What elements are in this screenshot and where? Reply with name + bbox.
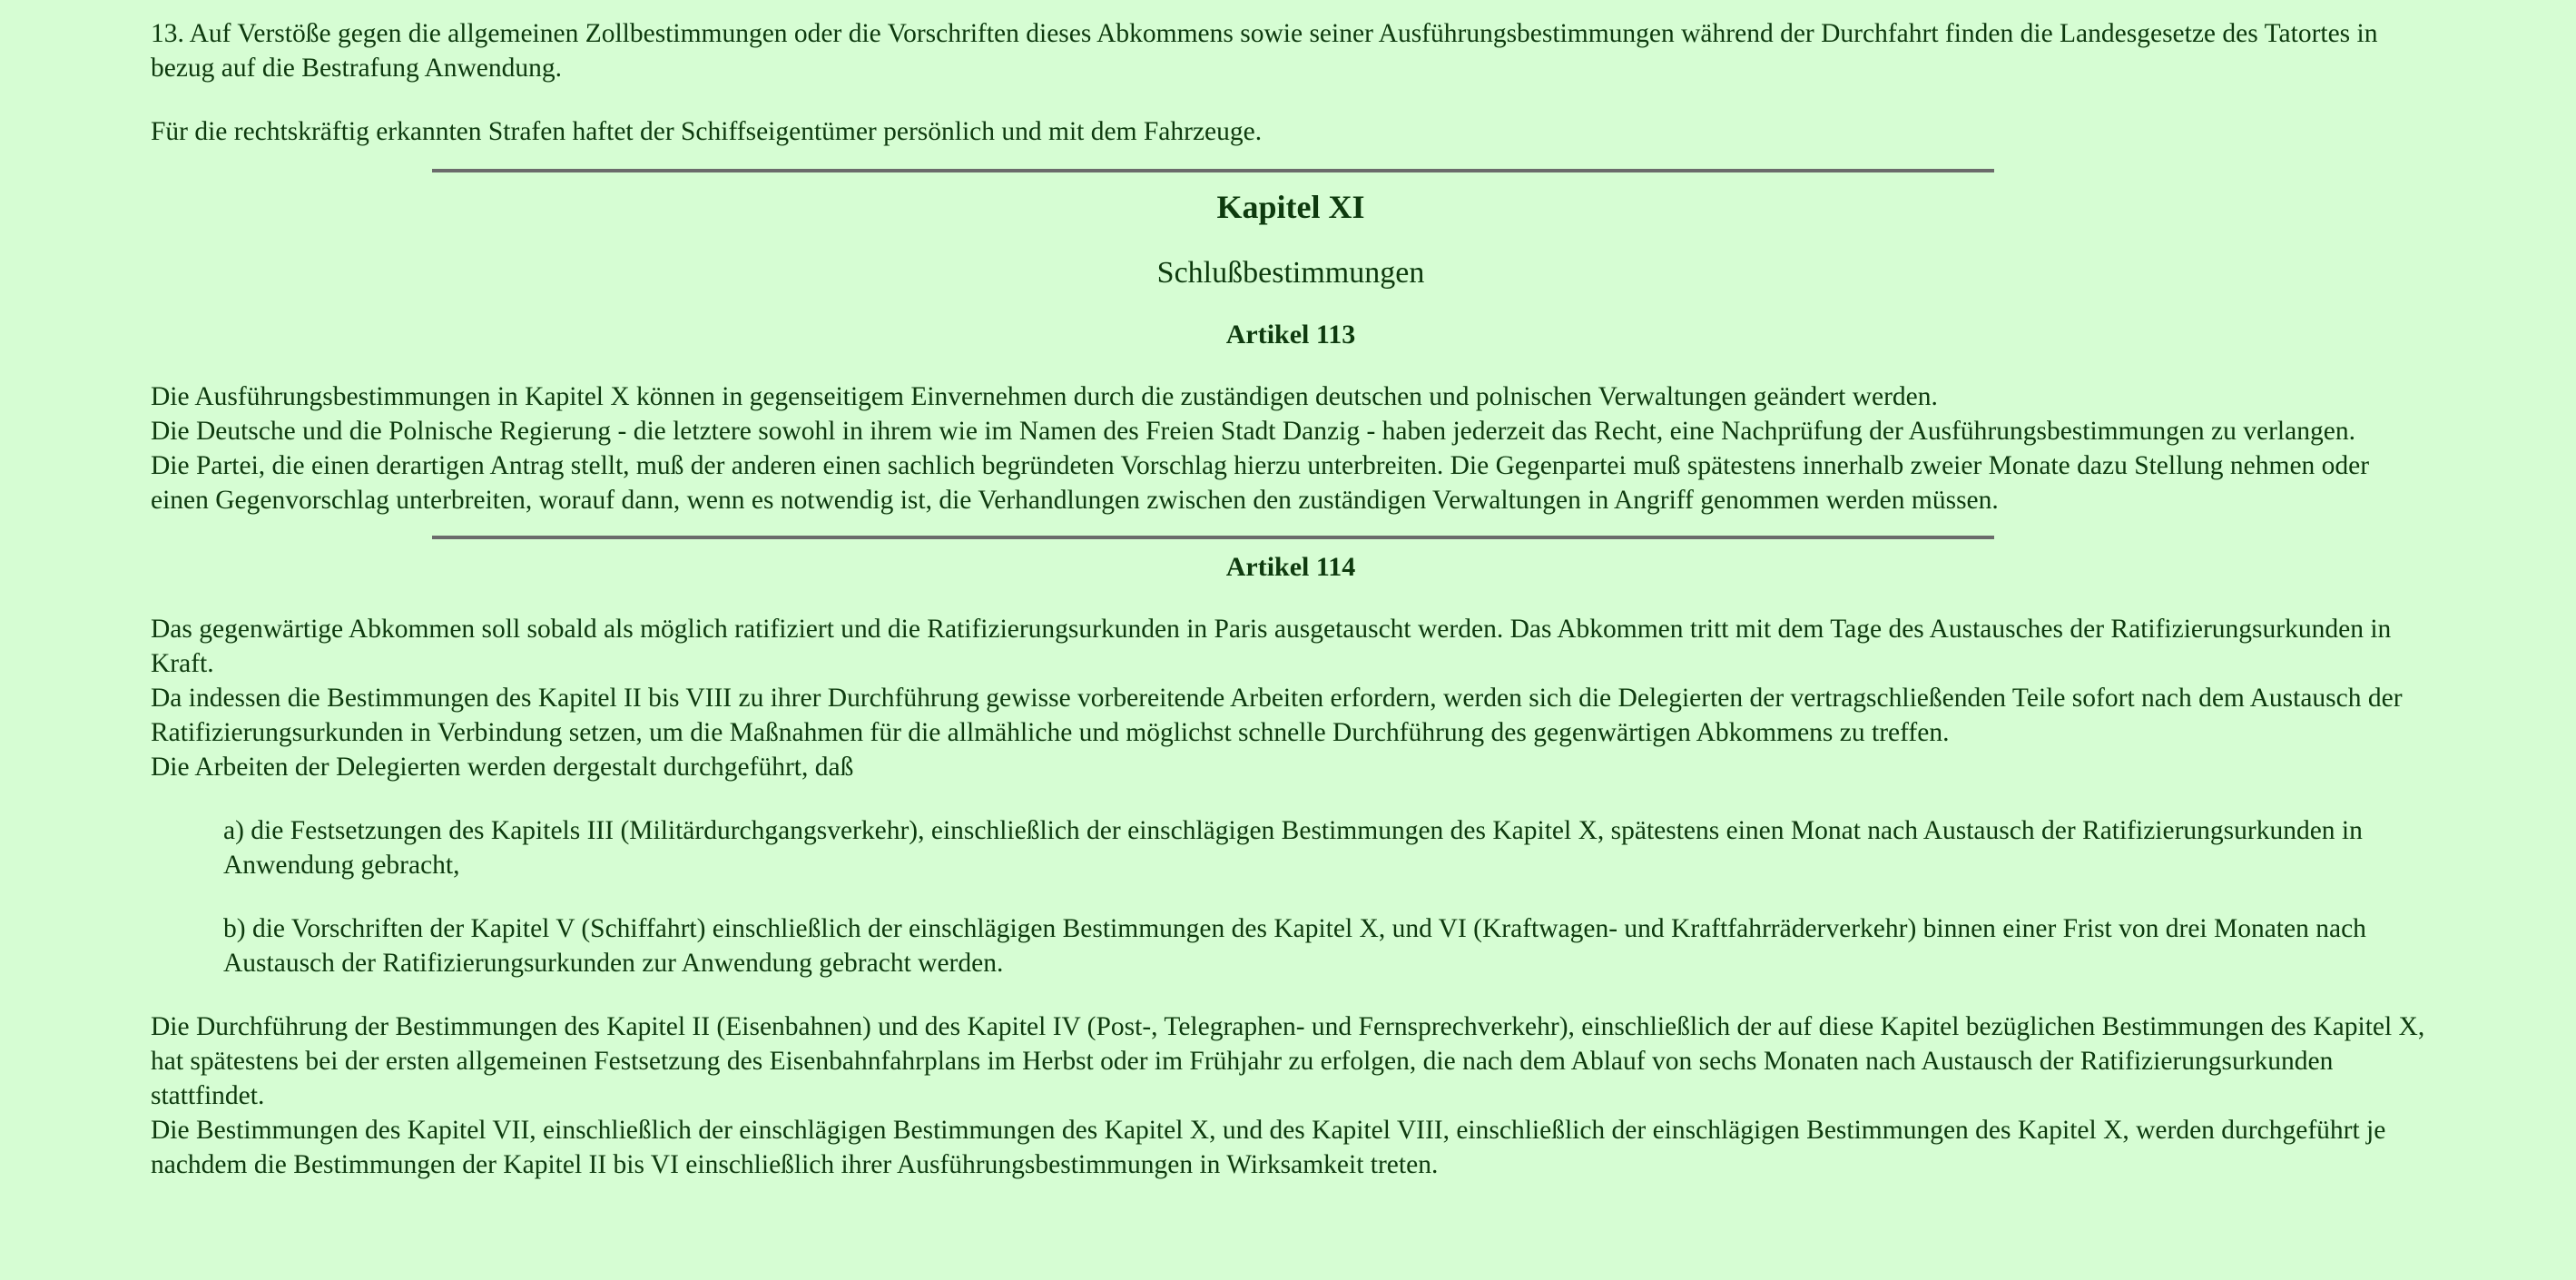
article-113-line: Die Partei, die einen derartigen Antrag stellt, muß der anderen einen sachlich begründeten Vorschlag hierzu unterbreiten. Die Gegenpartei muß spätestens innerhalb zweier Monate dazu Stellung nehmen oder einen Gegenvorschlag unterbreiten, worauf dann, wenn es notwendig ist, die Verhandlungen zwischen den zuständigen Verwaltungen in Angriff genommen werden müssen. [151, 451, 2370, 515]
article-114-closing [151, 1009, 2431, 1182]
article-113-line: Die Deutsche und die Polnische Regierung - die letztere sowohl in ihrem wie im Namen des Freien Stadt Danzig - haben jederzeit das Recht, eine Nachprüfung der Ausführungsbestimmungen zu verlangen. [151, 417, 2355, 446]
article-113-body [151, 379, 2431, 517]
article-114-item-b: b) die Vorschriften der Kapitel V (Schiffahrt) einschließlich der einschlägigen Bestimmungen des Kapitel X, und VI (Kraftwagen- und Kraftfahrräderverkehr) binnen einer Frist von drei Monaten nach Austausch der Ratifizierungsurkunden zur Anwendung gebracht werden. [223, 914, 2366, 978]
liability-paragraph: Für die rechtskräftig erkannten Strafen haftet der Schiffseigentümer persönlich und mit dem Fahrzeuge. [151, 117, 1263, 146]
article-114-title: Artikel 114 [1225, 552, 1356, 582]
section-divider [432, 536, 1994, 539]
article-114-line: Da indessen die Bestimmungen des Kapitel II bis VIII zu ihrer Durchführung gewisse vorbereitende Arbeiten erfordern, werden sich die Delegierten der vertragschließenden Teile sofort nach dem Austausch der Ratifizierungsurkunden in Verbindung setzen, um die Maßnahmen für die allmähliche und möglichst schnelle Durchführung des gegenwärtigen Abkommens zu treffen. [151, 684, 2403, 747]
article-114-line: Die Bestimmungen des Kapitel VII, einschließlich der einschlägigen Bestimmungen des Kapitel X, und des Kapitel VIII, einschließlich der einschlägigen Bestimmungen des Kapitel X, werden durchgeführt je nachdem die Bestimmungen der Kapitel II bis VI einschließlich ihrer Ausführungsbestimmungen in Wirksamkeit treten. [151, 1116, 2386, 1179]
article-114-item-a: a) die Festsetzungen des Kapitels III (Militärdurchgangsverkehr), einschließlich der einschlägigen Bestimmungen des Kapitel X, spätestens einen Monat nach Austausch der Ratifizierungsurkunden in Anwendung gebracht, [223, 816, 2363, 880]
article-114-line: Die Durchführung der Bestimmungen des Kapitel II (Eisenbahnen) und des Kapitel IV (Post-, Telegraphen- und Fernsprechverkehr), einschließlich der auf diese Kapitel bezüglichen Bestimmungen des Kapitel X, hat spätestens bei der ersten allgemeinen Festsetzung des Eisenbahnfahrplans im Herbst oder im Frühjahr zu erfolgen, die nach dem Ablauf von sechs Monaten nach Austausch der Ratifizierungsurkunden stattfindet. [151, 1012, 2425, 1110]
chapter-subtitle: Schlußbestimmungen [1156, 256, 1425, 290]
article-113-title: Artikel 113 [1225, 320, 1356, 350]
paragraph-13: 13. Auf Verstöße gegen die allgemeinen Zollbestimmungen oder die Vorschriften dieses Abkommens sowie seiner Ausführungsbestimmungen während der Durchfahrt finden die Landesgesetze des Tatortes in bezug auf die Bestrafung Anwendung. [151, 19, 2378, 83]
article-114-line: Die Arbeiten der Delegierten werden dergestalt durchgeführt, daß [151, 753, 854, 782]
section-divider [432, 169, 1994, 172]
article-114-intro [151, 612, 2431, 784]
article-113-line: Die Ausführungsbestimmungen in Kapitel X können in gegenseitigem Einvernehmen durch die zuständigen deutschen und polnischen Verwaltungen geändert werden. [151, 382, 1938, 411]
chapter-title: Kapitel XI [1216, 189, 1365, 225]
article-114-line: Das gegenwärtige Abkommen soll sobald als möglich ratifiziert und die Ratifizierungsurkunden in Paris ausgetauscht werden. Das Abkommen tritt mit dem Tage des Austausches der Ratifizierungsurkunden in Kraft. [151, 615, 2392, 678]
